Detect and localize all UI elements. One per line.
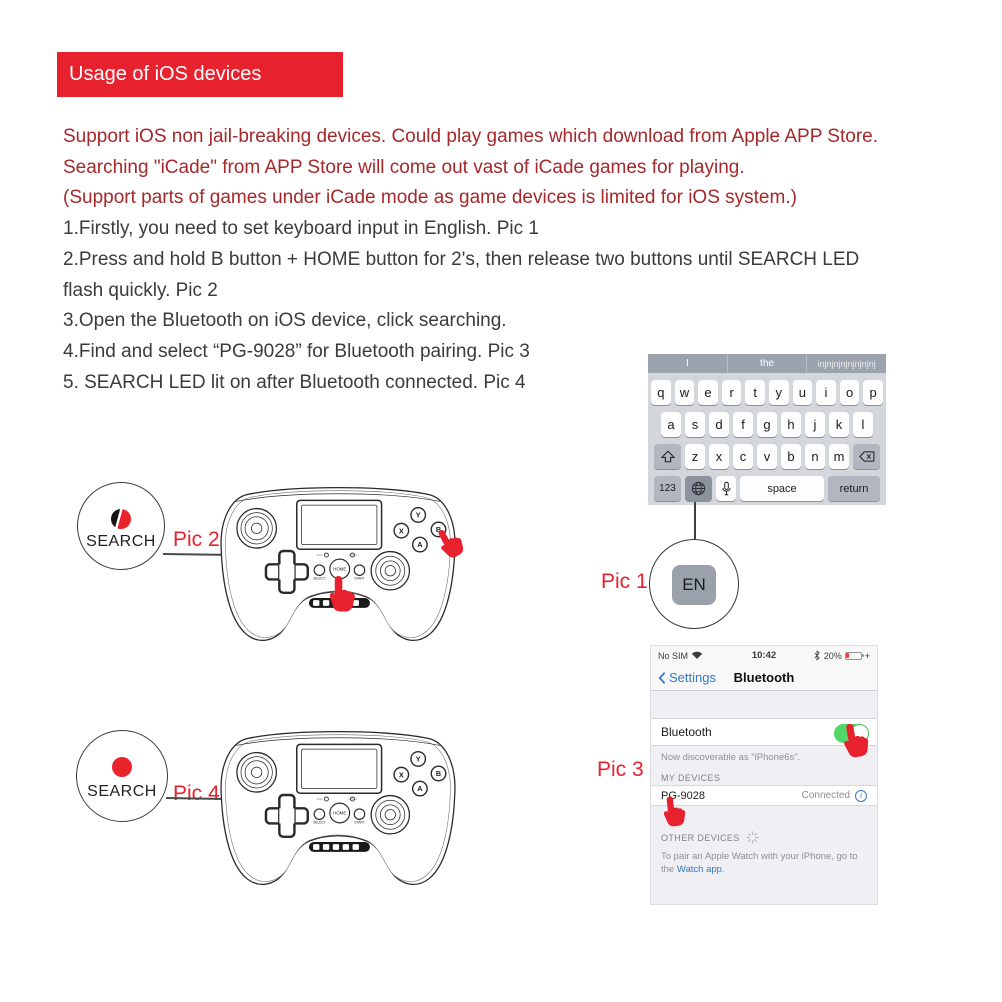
status-time: 10:42 <box>751 650 777 661</box>
button-x: X <box>398 770 404 780</box>
ios-keyboard <box>648 354 886 505</box>
button-y: Y <box>415 754 421 764</box>
nav-bar <box>651 665 877 691</box>
letter-key[interactable]: z <box>685 444 705 469</box>
button-a: A <box>417 784 423 794</box>
pic2-label: Pic 2 <box>173 528 220 551</box>
shift-key[interactable] <box>654 444 681 469</box>
step-line: 5. SEARCH LED lit on after Bluetooth connected. Pic 4 <box>63 371 526 393</box>
intro-line: Support iOS non jail-breaking devices. Could play games which download from Apple APP Store. <box>63 126 878 147</box>
mic-key[interactable] <box>716 476 736 501</box>
letter-key[interactable]: y <box>769 380 789 405</box>
button-x: X <box>398 526 404 536</box>
my-devices-header: MY DEVICES <box>661 773 721 783</box>
section-spacer <box>651 691 877 718</box>
letter-key[interactable]: s <box>685 412 705 437</box>
apple-watch-note: To pair an Apple Watch with your iPhone, go to the Watch app. <box>661 851 858 875</box>
suggestion-cell[interactable]: the <box>728 354 808 373</box>
numbers-key[interactable]: 123 <box>654 476 681 501</box>
letter-key[interactable]: m <box>829 444 849 469</box>
battery-icon <box>845 652 862 660</box>
step-line: flash quickly. Pic 2 <box>63 279 218 301</box>
chevron-left-icon <box>658 671 666 685</box>
letter-key[interactable]: f <box>733 412 753 437</box>
other-devices-header: OTHER DEVICES <box>661 832 740 843</box>
section-banner <box>57 52 343 97</box>
page-title: Bluetooth <box>733 670 795 685</box>
letter-key[interactable]: q <box>651 380 671 405</box>
info-icon[interactable]: i <box>855 790 867 802</box>
globe-key[interactable] <box>685 476 712 501</box>
keyboard-row-3-letters[interactable] <box>685 444 849 469</box>
device-status: Connected <box>801 790 850 801</box>
letter-key[interactable]: h <box>781 412 801 437</box>
keyboard-row-2[interactable] <box>648 412 886 437</box>
pic1-callout-line <box>694 502 696 542</box>
charging-icon: + <box>864 650 870 661</box>
intro-lines <box>63 122 993 214</box>
search-led-label: SEARCH <box>87 783 157 800</box>
letter-key[interactable]: g <box>757 412 777 437</box>
button-y: Y <box>415 510 421 520</box>
en-language-key[interactable]: EN <box>672 565 716 605</box>
letter-key[interactable]: c <box>733 444 753 469</box>
intro-line: (Support parts of games under iCade mode as game devices is limited for iOS system.) <box>63 187 797 209</box>
return-key[interactable]: return <box>828 476 880 501</box>
letter-key[interactable]: d <box>709 412 729 437</box>
letter-key[interactable]: l <box>853 412 873 437</box>
start-label: START <box>354 820 365 825</box>
letter-key[interactable]: e <box>698 380 718 405</box>
searching-spinner-icon <box>746 831 759 844</box>
search-led-label: SEARCH <box>86 533 156 550</box>
select-label: SELECT <box>313 576 326 581</box>
keyboard-row-1[interactable] <box>648 380 886 405</box>
step-line: 2.Press and hold B button + HOME button for 2's, then release two buttons until SEARCH LED <box>63 248 860 270</box>
letter-key[interactable]: r <box>722 380 742 405</box>
status-bar <box>651 646 877 665</box>
select-label: SELECT <box>313 820 326 825</box>
step-line: 3.Open the Bluetooth on iOS device, click searching. <box>63 310 507 332</box>
intro-line: Searching "iCade" from APP Store will come out vast of iCade games for playing. <box>63 156 745 178</box>
pic1-label: Pic 1 <box>601 570 648 593</box>
bluetooth-status-icon <box>813 650 821 661</box>
letter-key[interactable]: w <box>675 380 695 405</box>
suggestion-cell[interactable]: injnjnjnjnjnjnjnj <box>817 358 876 369</box>
pic3-label: Pic 3 <box>597 758 644 781</box>
letter-key[interactable]: b <box>781 444 801 469</box>
home-button-label: HOME <box>333 566 347 572</box>
device-name: PG-9028 <box>661 789 706 802</box>
search-led-on-icon <box>112 757 132 777</box>
letter-key[interactable]: j <box>805 412 825 437</box>
letter-key[interactable]: a <box>661 412 681 437</box>
back-to-settings[interactable]: Settings <box>651 670 716 685</box>
letter-key[interactable]: t <box>745 380 765 405</box>
step-line: 1.Firstly, you need to set keyboard input in English. Pic 1 <box>63 218 539 240</box>
bluetooth-settings-panel <box>650 645 878 905</box>
search-led-flashing-icon <box>111 509 131 529</box>
pic4-search-circle <box>76 730 168 822</box>
button-b: B <box>435 525 442 535</box>
keyboard-suggestion-bar[interactable] <box>648 354 886 373</box>
letter-key[interactable]: i <box>816 380 836 405</box>
backspace-key[interactable] <box>853 444 880 469</box>
letter-key[interactable]: o <box>840 380 860 405</box>
pic1-en-circle <box>649 539 739 629</box>
button-a: A <box>417 540 423 550</box>
suggestion-cell[interactable]: I <box>648 354 728 373</box>
pic4-label: Pic 4 <box>173 782 220 805</box>
gamepad-illustration-pic2 <box>213 483 463 648</box>
home-button-label: HOME <box>333 810 347 816</box>
banner-title: Usage of iOS devices <box>69 63 262 85</box>
step-line: 4.Find and select “PG-9028” for Bluetooth pairing. Pic 3 <box>63 340 530 362</box>
button-b: B <box>435 769 442 779</box>
bluetooth-toggle-label: Bluetooth <box>661 725 712 739</box>
keyboard-row-3 <box>648 444 886 469</box>
letter-key[interactable]: x <box>709 444 729 469</box>
watch-app-link[interactable]: Watch app <box>676 864 722 875</box>
start-label: START <box>354 576 365 581</box>
hand-cursor-pg9028 <box>661 795 687 828</box>
pic2-search-circle <box>77 482 165 570</box>
keyboard-row-4 <box>648 476 886 501</box>
letter-key[interactable]: k <box>829 412 849 437</box>
letter-key[interactable]: n <box>805 444 825 469</box>
carrier-label: No SIM <box>658 650 689 661</box>
gamepad-illustration-pic4 <box>213 727 463 892</box>
letter-key[interactable]: p <box>863 380 883 405</box>
discoverable-note: Now discoverable as "iPhone6s". <box>661 751 801 763</box>
space-key[interactable]: space <box>740 476 824 501</box>
letter-key[interactable]: v <box>757 444 777 469</box>
letter-key[interactable]: u <box>793 380 813 405</box>
battery-percent: 20% <box>823 650 842 661</box>
